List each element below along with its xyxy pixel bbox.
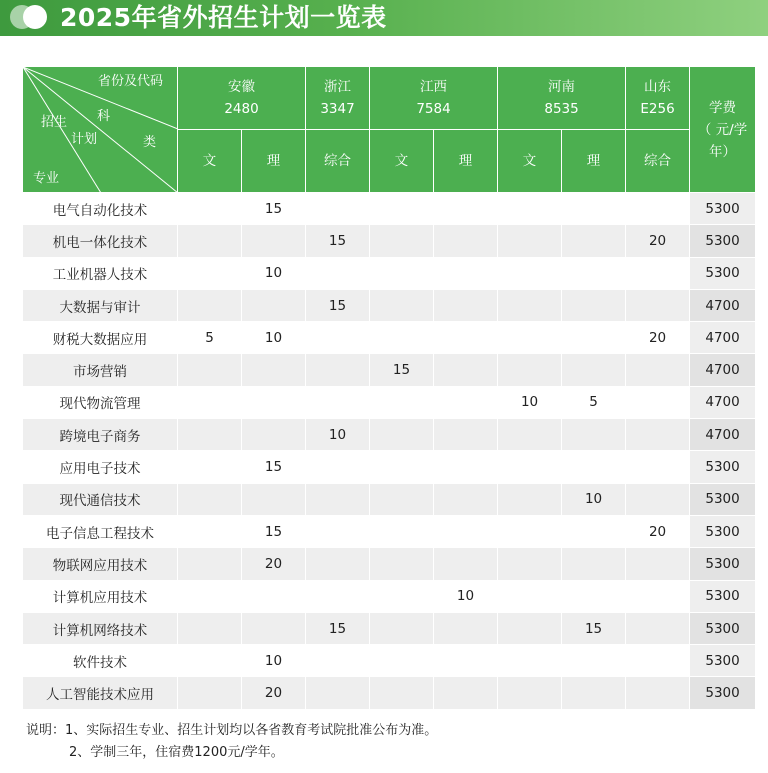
table-row	[23, 419, 756, 451]
plan-count-cell	[370, 548, 434, 580]
plan-count-cell	[498, 289, 562, 321]
plan-count-cell	[242, 289, 306, 321]
plan-count-cell	[242, 612, 306, 644]
plan-count-cell	[498, 354, 562, 386]
province-header-shandong: 山东 E256	[626, 67, 690, 130]
plan-count-cell	[434, 451, 498, 483]
plan-count-cell	[498, 548, 562, 580]
plan-count-cell	[498, 322, 562, 354]
plan-count-cell: 5	[178, 322, 242, 354]
note-line-1: 说明：1、实际招生专业、招生计划均以各省教育考试院批准公布为准。	[26, 723, 438, 738]
plan-count-cell: 10	[434, 580, 498, 612]
subject-header: 综合	[306, 130, 370, 193]
table-row	[23, 483, 756, 515]
fee-cell: 4700	[690, 419, 756, 451]
plan-count-cell	[434, 386, 498, 418]
fee-cell: 4700	[690, 354, 756, 386]
decorative-circles-icon	[10, 4, 50, 30]
major-name-cell: 人工智能技术应用	[23, 677, 178, 709]
plan-count-cell	[178, 225, 242, 257]
plan-count-cell	[306, 548, 370, 580]
major-name-cell: 大数据与审计	[23, 289, 178, 321]
fee-cell: 5300	[690, 515, 756, 547]
plan-count-cell	[626, 193, 690, 225]
plan-count-cell	[306, 193, 370, 225]
plan-count-cell	[562, 322, 626, 354]
table-row	[23, 580, 756, 612]
plan-count-cell	[178, 580, 242, 612]
plan-count-cell	[370, 612, 434, 644]
plan-count-cell	[178, 451, 242, 483]
major-name-cell: 软件技术	[23, 645, 178, 677]
plan-count-cell: 15	[242, 515, 306, 547]
plan-count-cell	[178, 548, 242, 580]
fee-cell: 5300	[690, 612, 756, 644]
plan-count-cell	[306, 386, 370, 418]
plan-count-cell	[306, 677, 370, 709]
plan-count-cell	[562, 354, 626, 386]
plan-count-cell	[626, 257, 690, 289]
major-name-cell: 市场营销	[23, 354, 178, 386]
plan-count-cell	[626, 677, 690, 709]
fee-cell: 5300	[690, 645, 756, 677]
plan-count-cell: 20	[626, 515, 690, 547]
subject-header: 理	[434, 130, 498, 193]
plan-count-cell	[562, 645, 626, 677]
fee-cell: 5300	[690, 193, 756, 225]
table-row	[23, 289, 756, 321]
fee-cell: 5300	[690, 451, 756, 483]
plan-count-cell	[434, 257, 498, 289]
plan-count-cell	[306, 515, 370, 547]
table-row	[23, 257, 756, 289]
plan-count-cell	[370, 483, 434, 515]
corner-lei-label: 类	[143, 135, 157, 150]
plan-count-cell	[370, 225, 434, 257]
province-header-henan: 河南 8535	[498, 67, 626, 130]
table-row	[23, 645, 756, 677]
major-name-cell: 财税大数据应用	[23, 322, 178, 354]
plan-count-cell	[434, 225, 498, 257]
plan-count-cell	[178, 354, 242, 386]
plan-count-cell	[178, 645, 242, 677]
major-name-cell: 应用电子技术	[23, 451, 178, 483]
plan-count-cell	[242, 419, 306, 451]
subject-header: 文	[178, 130, 242, 193]
plan-count-cell	[370, 451, 434, 483]
plan-count-cell	[178, 612, 242, 644]
plan-count-cell	[434, 289, 498, 321]
plan-count-cell	[498, 483, 562, 515]
table-row	[23, 515, 756, 547]
plan-count-cell	[498, 677, 562, 709]
table-row	[23, 354, 756, 386]
plan-count-cell	[498, 257, 562, 289]
corner-ke-label: 科	[97, 109, 111, 124]
table-row	[23, 322, 756, 354]
plan-count-cell: 10	[562, 483, 626, 515]
plan-count-cell	[562, 225, 626, 257]
province-header-zhejiang: 浙江 3347	[306, 67, 370, 130]
plan-count-cell	[178, 677, 242, 709]
plan-count-cell: 10	[242, 257, 306, 289]
plan-count-cell: 15	[562, 612, 626, 644]
plan-count-cell: 10	[306, 419, 370, 451]
plan-count-cell	[498, 645, 562, 677]
fee-cell: 5300	[690, 225, 756, 257]
corner-province-code-label: 省份及代码	[97, 74, 163, 89]
table-row	[23, 386, 756, 418]
major-name-cell: 工业机器人技术	[23, 257, 178, 289]
plan-count-cell	[498, 612, 562, 644]
subject-header: 理	[562, 130, 626, 193]
plan-count-cell	[370, 419, 434, 451]
plan-count-cell	[498, 451, 562, 483]
plan-count-cell	[626, 386, 690, 418]
plan-count-cell	[434, 548, 498, 580]
plan-count-cell	[626, 548, 690, 580]
title-banner	[0, 0, 768, 36]
plan-count-cell: 15	[242, 451, 306, 483]
table-row	[23, 612, 756, 644]
plan-count-cell: 10	[242, 322, 306, 354]
plan-count-cell	[498, 515, 562, 547]
plan-count-cell: 10	[498, 386, 562, 418]
plan-count-cell	[434, 419, 498, 451]
plan-count-cell	[562, 580, 626, 612]
plan-count-cell	[370, 193, 434, 225]
plan-count-cell	[562, 289, 626, 321]
plan-count-cell	[370, 386, 434, 418]
fee-cell: 5300	[690, 483, 756, 515]
plan-count-cell	[370, 515, 434, 547]
major-name-cell: 电子信息工程技术	[23, 515, 178, 547]
plan-count-cell	[562, 548, 626, 580]
plan-count-cell	[370, 289, 434, 321]
plan-count-cell	[242, 483, 306, 515]
table-row	[23, 193, 756, 225]
plan-count-cell	[626, 354, 690, 386]
fee-header: 学费 （ 元/学 年）	[690, 67, 756, 193]
fee-cell: 5300	[690, 548, 756, 580]
note-line-2: 2、学制三年，住宿费1200元/学年。	[69, 745, 284, 760]
plan-count-cell	[242, 225, 306, 257]
plan-count-cell	[242, 386, 306, 418]
corner-zhaosheng-label: 招生	[41, 115, 68, 130]
plan-count-cell: 10	[242, 645, 306, 677]
plan-count-cell	[626, 645, 690, 677]
major-name-cell: 电气自动化技术	[23, 193, 178, 225]
enrollment-plan-table	[22, 66, 756, 710]
plan-count-cell	[370, 322, 434, 354]
province-header-anhui: 安徽 2480	[178, 67, 306, 130]
plan-count-cell	[562, 257, 626, 289]
plan-count-cell	[242, 580, 306, 612]
province-header-jiangxi: 江西 7584	[370, 67, 498, 130]
plan-count-cell	[626, 612, 690, 644]
plan-count-cell: 20	[242, 677, 306, 709]
table-row	[23, 548, 756, 580]
plan-count-cell: 20	[626, 322, 690, 354]
plan-count-cell	[306, 257, 370, 289]
major-name-cell: 机电一体化技术	[23, 225, 178, 257]
plan-count-cell: 20	[242, 548, 306, 580]
plan-count-cell	[306, 580, 370, 612]
plan-count-cell	[498, 225, 562, 257]
plan-count-cell	[498, 193, 562, 225]
major-name-cell: 物联网应用技术	[23, 548, 178, 580]
plan-count-cell	[626, 289, 690, 321]
plan-count-cell	[306, 483, 370, 515]
corner-major-label: 专业	[33, 171, 60, 186]
corner-jihua-label: 计划	[71, 132, 98, 147]
plan-count-cell: 15	[306, 612, 370, 644]
subject-header: 文	[370, 130, 434, 193]
plan-count-cell: 15	[306, 289, 370, 321]
plan-count-cell	[370, 645, 434, 677]
plan-count-cell	[306, 645, 370, 677]
plan-count-cell	[306, 322, 370, 354]
table-body	[23, 193, 756, 710]
plan-count-cell	[498, 419, 562, 451]
plan-count-cell	[434, 612, 498, 644]
table-row	[23, 225, 756, 257]
major-name-cell: 计算机应用技术	[23, 580, 178, 612]
table-corner-header	[23, 67, 178, 193]
plan-count-cell: 5	[562, 386, 626, 418]
major-name-cell: 跨境电子商务	[23, 419, 178, 451]
plan-count-cell	[562, 515, 626, 547]
plan-count-cell	[498, 580, 562, 612]
fee-cell: 4700	[690, 386, 756, 418]
plan-count-cell: 15	[242, 193, 306, 225]
plan-count-cell	[434, 515, 498, 547]
plan-count-cell	[178, 289, 242, 321]
plan-count-cell: 20	[626, 225, 690, 257]
plan-count-cell	[562, 677, 626, 709]
fee-cell: 5300	[690, 677, 756, 709]
plan-count-cell	[434, 322, 498, 354]
plan-count-cell: 15	[370, 354, 434, 386]
plan-count-cell	[178, 515, 242, 547]
major-name-cell: 现代通信技术	[23, 483, 178, 515]
table-row	[23, 451, 756, 483]
plan-count-cell	[562, 193, 626, 225]
plan-count-cell	[434, 483, 498, 515]
table-row	[23, 677, 756, 709]
plan-count-cell	[306, 451, 370, 483]
plan-count-cell	[178, 193, 242, 225]
plan-count-cell	[370, 257, 434, 289]
plan-count-cell	[242, 354, 306, 386]
plan-count-cell	[178, 257, 242, 289]
major-name-cell: 现代物流管理	[23, 386, 178, 418]
plan-count-cell	[306, 354, 370, 386]
plan-count-cell	[370, 580, 434, 612]
fee-cell: 4700	[690, 289, 756, 321]
subject-header: 文	[498, 130, 562, 193]
subject-header: 综合	[626, 130, 690, 193]
subject-header: 理	[242, 130, 306, 193]
fee-cell: 5300	[690, 257, 756, 289]
plan-count-cell	[626, 451, 690, 483]
plan-count-cell	[434, 193, 498, 225]
plan-count-cell	[562, 419, 626, 451]
plan-count-cell: 15	[306, 225, 370, 257]
page-title: 2025年省外招生计划一览表	[60, 3, 387, 32]
plan-count-cell	[178, 419, 242, 451]
major-name-cell: 计算机网络技术	[23, 612, 178, 644]
plan-count-cell	[434, 677, 498, 709]
plan-count-cell	[434, 354, 498, 386]
plan-count-cell	[562, 451, 626, 483]
plan-count-cell	[178, 386, 242, 418]
plan-count-cell	[626, 580, 690, 612]
plan-count-cell	[626, 419, 690, 451]
notes	[26, 720, 437, 764]
plan-count-cell	[178, 483, 242, 515]
plan-count-cell	[626, 483, 690, 515]
fee-cell: 4700	[690, 322, 756, 354]
plan-count-cell	[434, 645, 498, 677]
plan-count-cell	[370, 677, 434, 709]
fee-cell: 5300	[690, 580, 756, 612]
